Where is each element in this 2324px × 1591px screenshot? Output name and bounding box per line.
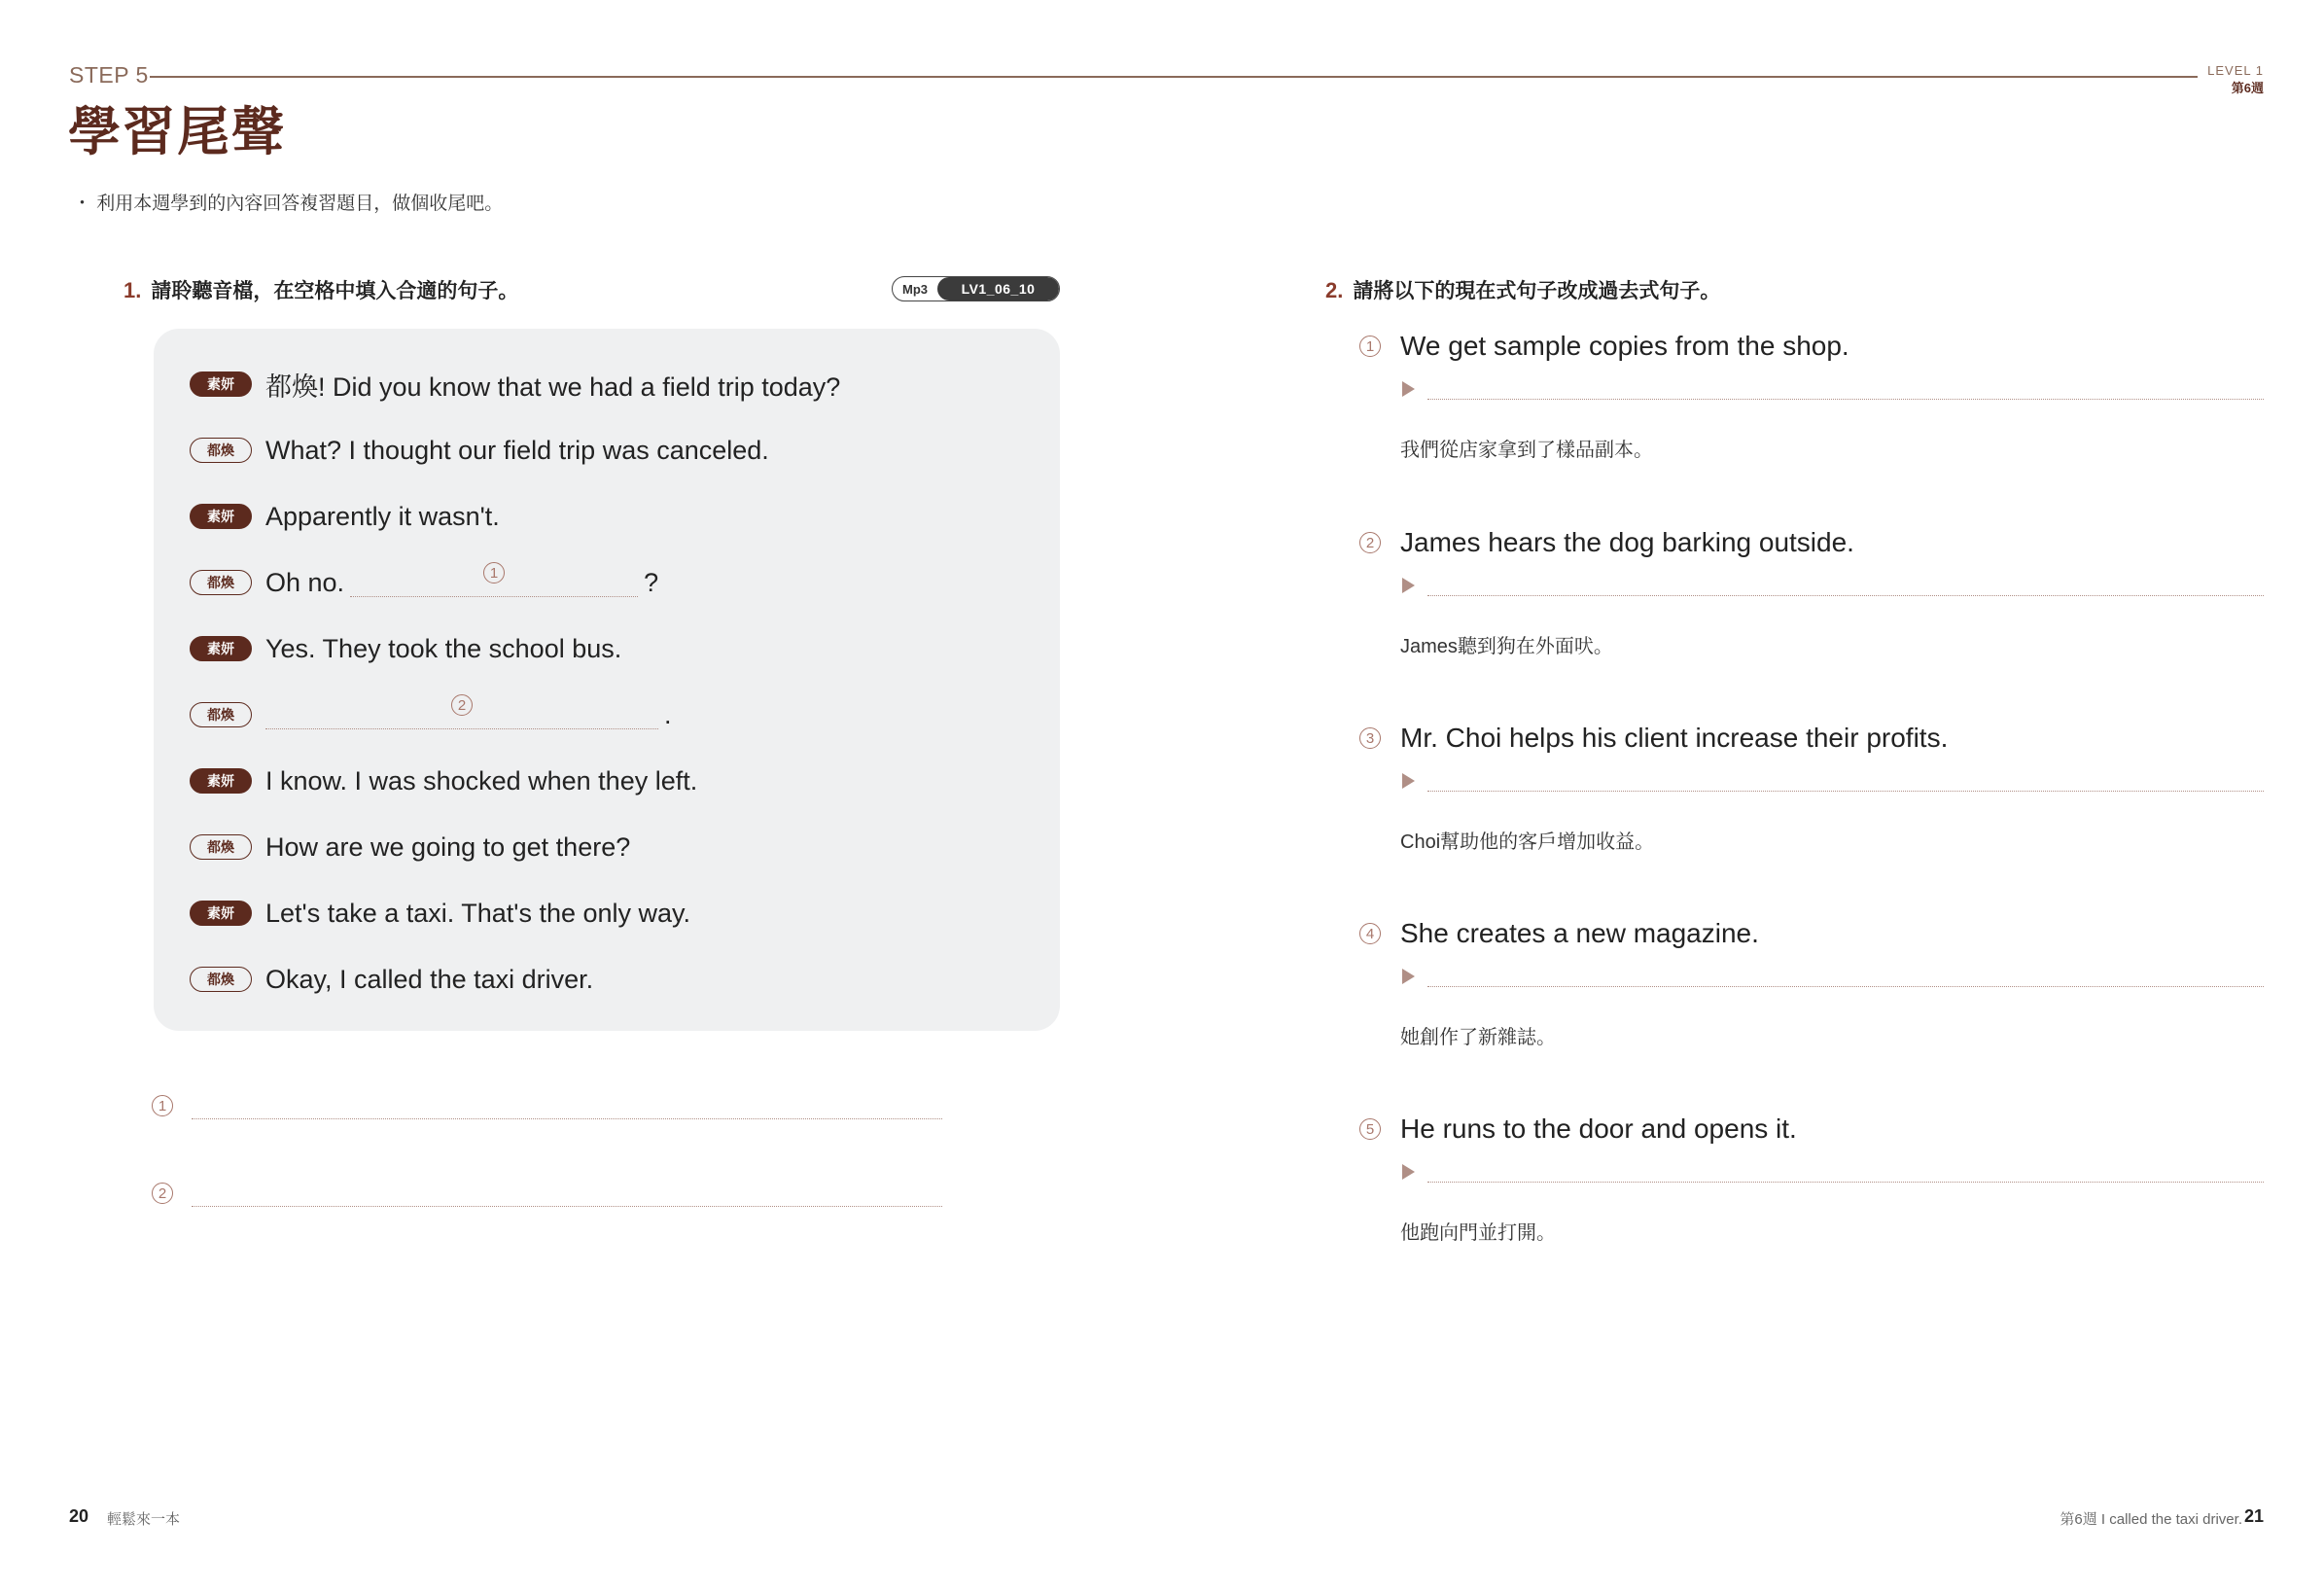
- dialog-text: How are we going to get there?: [265, 831, 631, 862]
- dialog-text: Yes. They took the school bus.: [265, 633, 622, 663]
- present-tense-sentence: Mr. Choi helps his client increase their profits.: [1400, 723, 1949, 753]
- right-page-number: 21: [2243, 1506, 2264, 1526]
- item-number-marker: 4: [1359, 923, 1381, 944]
- answer-line[interactable]: [1427, 595, 2264, 596]
- dialog-line: [190, 761, 697, 800]
- dialog-line: [190, 563, 658, 602]
- present-tense-sentence: She creates a new magazine.: [1400, 918, 1759, 948]
- dialog-punctuation: ?: [644, 567, 659, 597]
- mp3-audio-button[interactable]: [892, 276, 1060, 301]
- translation-text: 我們從店家拿到了樣品副本。: [1400, 440, 1653, 461]
- play-arrow-icon: [1402, 969, 1415, 984]
- answer-line[interactable]: [192, 1118, 942, 1119]
- answer-line[interactable]: [1427, 791, 2264, 792]
- question-2-number: 2.: [1325, 278, 1344, 302]
- speaker-badge: 素妍: [190, 371, 252, 397]
- speaker-badge: 都煥: [190, 967, 252, 992]
- exercise-item: [1359, 331, 2264, 467]
- present-tense-sentence: James hears the dog barking outside.: [1400, 527, 1854, 557]
- dialog-text: I know. I was shocked when they left.: [265, 765, 698, 796]
- dialog-line: [190, 629, 621, 668]
- level-label: LEVEL 1: [2207, 63, 2264, 78]
- dialog-line: [190, 695, 672, 734]
- fill-blank-2[interactable]: [265, 696, 658, 729]
- left-page-number: 20: [69, 1506, 89, 1526]
- question-2-title: [1325, 275, 1720, 304]
- dialog-line: [190, 828, 630, 866]
- translation-text: 他跑向門並打開。: [1400, 1222, 1556, 1244]
- answer-row-1[interactable]: [152, 1095, 949, 1124]
- week-label: 第6週: [2231, 81, 2264, 95]
- present-tense-sentence: He runs to the door and opens it.: [1400, 1114, 1797, 1144]
- mp3-track-id: LV1_06_10: [937, 277, 1059, 301]
- question-1-instruction: 請聆聽音檔，在空格中填入合適的句子。: [151, 280, 519, 302]
- fill-blank-1[interactable]: [350, 564, 638, 597]
- step-label: STEP 5: [69, 62, 149, 88]
- dialog-line: [190, 960, 593, 999]
- dialog-text: Apparently it wasn't.: [265, 501, 500, 531]
- speaker-badge: 素妍: [190, 768, 252, 794]
- play-arrow-icon: [1402, 578, 1415, 593]
- speaker-badge: 素妍: [190, 504, 252, 529]
- dialog-text: 都煥! Did you know that we had a field trip today?: [265, 371, 841, 402]
- header-divider: [150, 76, 2198, 78]
- dialog-text: What? I thought our field trip was canceled.: [265, 435, 769, 465]
- answer-line[interactable]: [192, 1206, 942, 1207]
- item-number-marker: 5: [1359, 1118, 1381, 1140]
- exercise-item: [1359, 918, 2264, 1054]
- dialog-text: Okay, I called the taxi driver.: [265, 964, 594, 994]
- play-arrow-icon: [1402, 1164, 1415, 1180]
- answer-line[interactable]: [1427, 986, 2264, 987]
- item-number-marker: 3: [1359, 727, 1381, 749]
- dialog-line: [190, 894, 690, 933]
- translation-text: Choi幫助他的客戶增加收益。: [1400, 831, 1655, 853]
- answer-line[interactable]: [1427, 399, 2264, 400]
- item-number-marker: 2: [1359, 532, 1381, 553]
- speaker-badge: 都煥: [190, 702, 252, 727]
- answer-number-marker: 1: [152, 1095, 173, 1116]
- dialog-box: [154, 329, 1060, 1031]
- left-footer-text: 輕鬆來一本: [107, 1511, 181, 1528]
- dialog-text: Let's take a taxi. That's the only way.: [265, 898, 691, 928]
- blank-number-marker: 2: [451, 694, 473, 716]
- answer-line[interactable]: [1427, 1182, 2264, 1183]
- mp3-tag: Mp3: [902, 281, 928, 297]
- speaker-badge: 都煥: [190, 834, 252, 860]
- translation-text: 她創作了新雜誌。: [1400, 1027, 1556, 1048]
- dialog-line: [190, 497, 500, 536]
- speaker-badge: 都煥: [190, 438, 252, 463]
- dialog-line: [190, 365, 840, 404]
- exercise-item: [1359, 1114, 2264, 1250]
- right-footer-text: 第6週 I called the taxi driver.: [2060, 1511, 2242, 1528]
- dialog-text: Oh no.: [265, 567, 345, 597]
- item-number-marker: 1: [1359, 336, 1381, 357]
- intro-text: ・ 利用本週學到的內容回答複習題目，做個收尾吧。: [73, 194, 504, 214]
- answer-row-2[interactable]: [152, 1183, 949, 1212]
- exercise-item: [1359, 723, 2264, 859]
- dialog-punctuation: .: [664, 699, 672, 729]
- question-1-number: 1.: [123, 278, 142, 302]
- translation-text: James聽到狗在外面吠。: [1400, 636, 1613, 657]
- play-arrow-icon: [1402, 381, 1415, 397]
- question-2-instruction: 請將以下的現在式句子改成過去式句子。: [1353, 280, 1721, 302]
- answer-number-marker: 2: [152, 1183, 173, 1204]
- page-title: 學習尾聲: [68, 101, 286, 162]
- dialog-line: [190, 431, 769, 470]
- speaker-badge: 都煥: [190, 570, 252, 595]
- speaker-badge: 素妍: [190, 636, 252, 661]
- exercise-item: [1359, 527, 2264, 663]
- blank-number-marker: 1: [483, 562, 505, 583]
- question-1-title: [123, 275, 518, 304]
- present-tense-sentence: We get sample copies from the shop.: [1400, 331, 1849, 361]
- speaker-badge: 素妍: [190, 901, 252, 926]
- play-arrow-icon: [1402, 773, 1415, 789]
